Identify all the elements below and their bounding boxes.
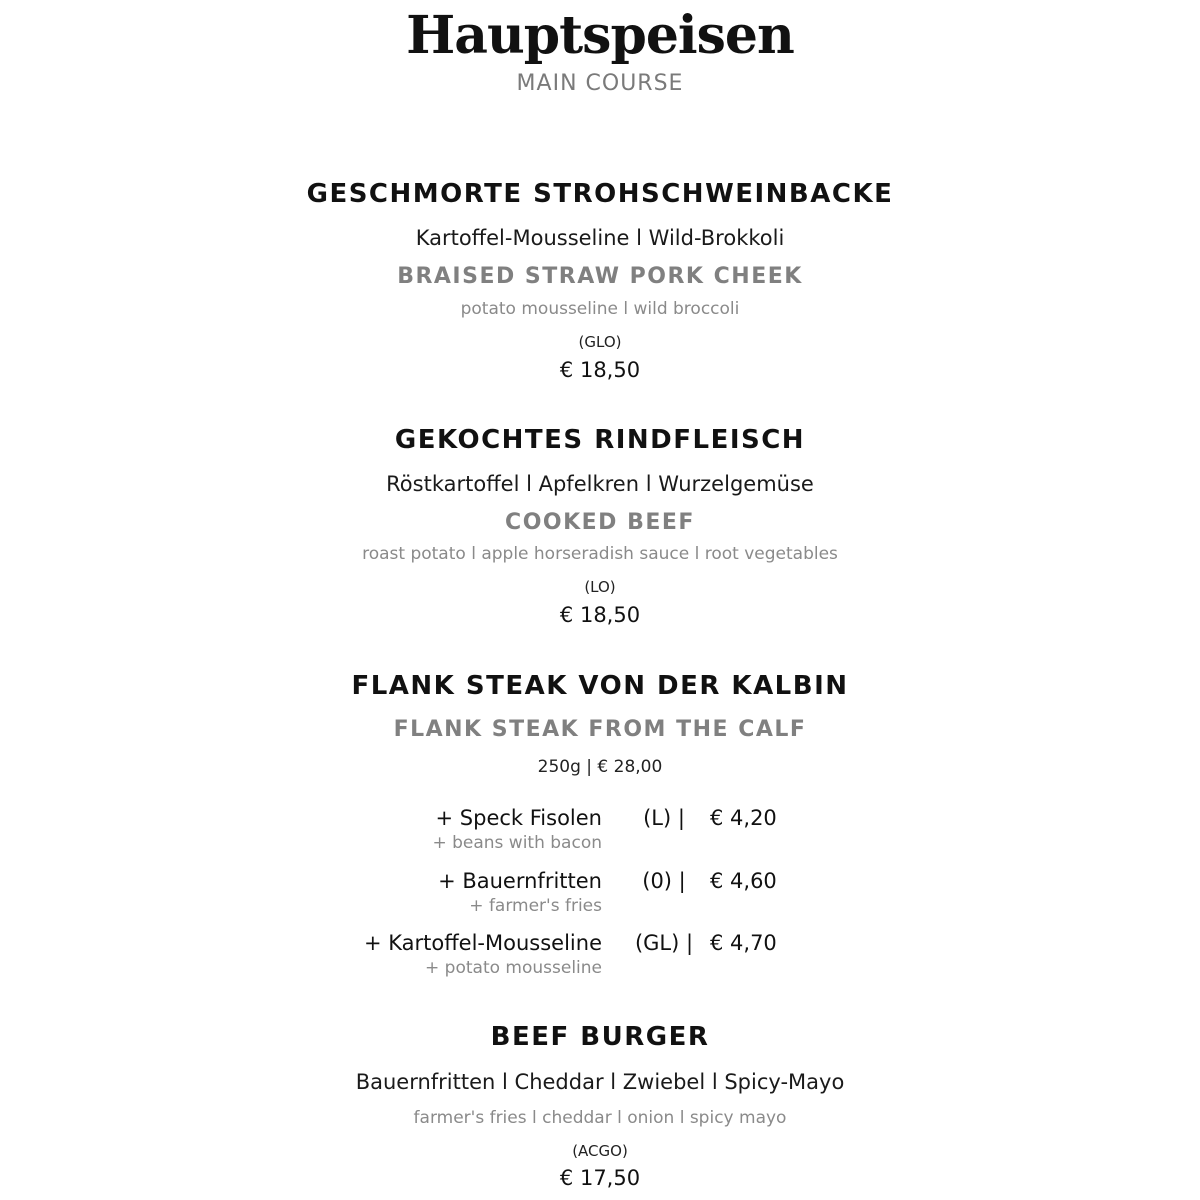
page-subtitle: MAIN COURSE <box>516 71 684 96</box>
side-dish-name-de: + Bauernfritten <box>438 869 602 893</box>
dish-weight-price: 250g | € 28,00 <box>537 757 663 777</box>
dish-allergens: (ACGO) <box>572 1142 628 1160</box>
dish-name-de: BEEF BURGER <box>490 1022 710 1052</box>
dish-description-en: roast potato l apple horseradish sauce l root vegetables <box>362 544 838 564</box>
side-dish-name-en: + beans with bacon <box>432 833 602 853</box>
side-dish-row <box>0 867 1200 927</box>
dish-name-en: FLANK STEAK FROM THE CALF <box>393 717 807 742</box>
side-dish-row <box>0 804 1200 864</box>
dish-name-de: GEKOCHTES RINDFLEISCH <box>394 425 806 455</box>
dish-description-de: Röstkartoffel l Apfelkren l Wurzelgemüse <box>386 472 814 496</box>
side-dish-name-en: + potato mousseline <box>425 958 602 978</box>
side-dish-row <box>0 929 1200 989</box>
dish-allergens: (GLO) <box>578 333 622 351</box>
page-title: Hauptspeisen <box>406 5 794 66</box>
side-dish-price: € 4,60 <box>710 869 777 893</box>
side-dish-name-en: + farmer's fries <box>469 896 602 916</box>
dish-name-de: FLANK STEAK VON DER KALBIN <box>351 671 849 701</box>
dish-description-en: farmer's fries l cheddar l onion l spicy mayo <box>413 1108 787 1128</box>
dish-price: € 18,50 <box>559 603 641 627</box>
dish-description-en: potato mousseline l wild broccoli <box>460 299 740 319</box>
side-dish-name-de: + Kartoffel-Mousseline <box>363 931 602 955</box>
side-dish-allergens: (0) | <box>642 869 686 893</box>
dish-price: € 17,50 <box>559 1166 641 1190</box>
side-dish-name-de: + Speck Fisolen <box>435 806 602 830</box>
dish-name-en: BRAISED STRAW PORK CHEEK <box>397 264 803 289</box>
dish-allergens: (LO) <box>584 578 616 596</box>
dish-description-de: Kartoffel-Mousseline l Wild-Brokkoli <box>415 226 785 250</box>
side-dish-allergens: (GL) | <box>634 931 694 955</box>
side-dish-price: € 4,70 <box>710 931 777 955</box>
dish-name-en: COOKED BEEF <box>505 510 695 535</box>
dish-description-de: Bauernfritten l Cheddar l Zwiebel l Spicy-Mayo <box>355 1070 845 1094</box>
side-dish-price: € 4,20 <box>710 806 777 830</box>
dish-name-de: GESCHMORTE STROHSCHWEINBACKE <box>306 179 894 209</box>
side-dish-allergens: (L) | <box>643 806 685 830</box>
dish-price: € 18,50 <box>559 358 641 382</box>
